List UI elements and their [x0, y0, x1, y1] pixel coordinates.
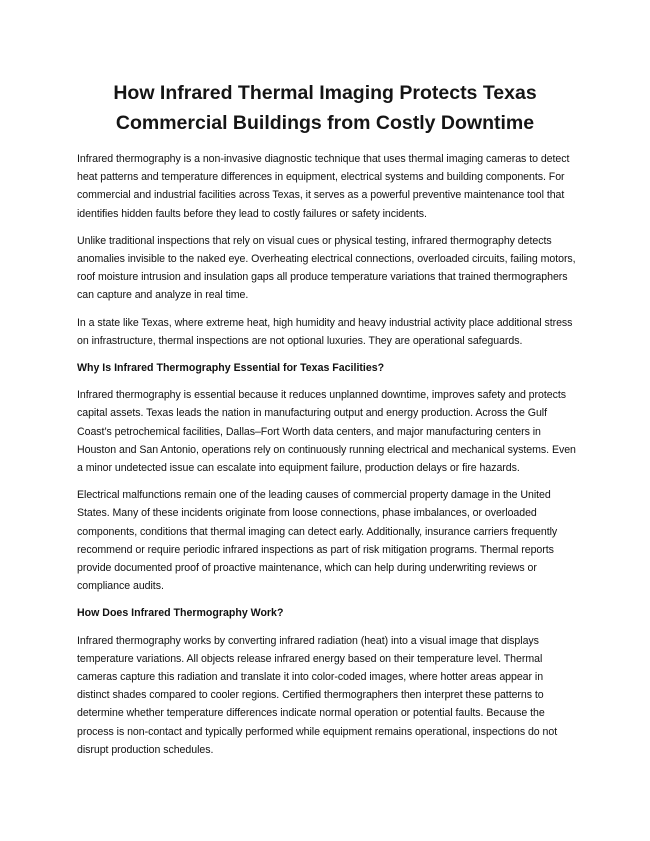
essential-paragraph: Infrared thermography is essential because it reduces unplanned downtime, improves safety and protects capital assets. Texas leads the nation in manufacturing output and energy production. Across the Gulf Coast’s petrochemical facilities, Dallas–Fort Worth data centers, and major manufacturing centers in Houston and San Antonio, operations rely on continuously running electrical and mechanical systems. Even a minor undetected issue can escalate into equipment failure, production delays or fire hazards.	[77, 389, 576, 475]
title-line-2: Commercial Buildings from Costly Downtime	[115, 112, 535, 134]
electrical-paragraph: Electrical malfunctions remain one of the leading causes of commercial property damage in the United States. Many of these incidents originate from loose connections, phase imbalances, or overloaded components, conditions that thermal imaging can detect early. Additionally, insurance carriers frequently recommend or require periodic infrared inspections as part of risk mitigation programs. Thermal reports provide documented proof of proactive maintenance, which can help during underwriting reviews or compliance audits.	[77, 489, 558, 593]
document-title	[60, 78, 590, 138]
title-line-1: How Infrared Thermal Imaging Protects Texas	[113, 82, 537, 104]
section-heading-how: How Does Infrared Thermography Work?	[77, 607, 284, 620]
document-body	[77, 150, 577, 768]
anomalies-paragraph: Unlike traditional inspections that rely on visual cues or physical testing, infrared thermography detects anomalies invisible to the naked eye. Overheating electrical connections, overloaded circuits, failing motors, roof moisture intrusion and insulation gaps all produce temperature variations that trained thermographers can capture and analyze in real time.	[77, 234, 576, 302]
how-it-works-paragraph: Infrared thermography works by converting infrared radiation (heat) into a visual image that displays temperature variations. All objects release infrared energy based on their temperature level. Thermal cameras capture this radiation and translate it into color-coded images, where hotter areas appear in distinct shades compared to cooler regions. Certified thermographers then interpret these patterns to determine whether temperature differences indicate normal operation or potential faults. Because the process is non-contact and typically performed while equipment remains operational, inspections do not disrupt production schedules.	[77, 634, 558, 756]
intro-paragraph: Infrared thermography is a non-invasive diagnostic technique that uses thermal imaging cameras to detect heat patterns and temperature differences in equipment, electrical systems and building components. For commercial and industrial facilities across Texas, it serves as a powerful preventive maintenance tool that identifies hidden faults before they lead to costly failures or safety incidents.	[77, 153, 570, 220]
section-heading-why: Why Is Infrared Thermography Essential for Texas Facilities?	[77, 362, 385, 375]
texas-context-paragraph: In a state like Texas, where extreme heat, high humidity and heavy industrial activity place additional stress on infrastructure, thermal inspections are not optional luxuries. They are operational safeguards.	[77, 316, 573, 347]
